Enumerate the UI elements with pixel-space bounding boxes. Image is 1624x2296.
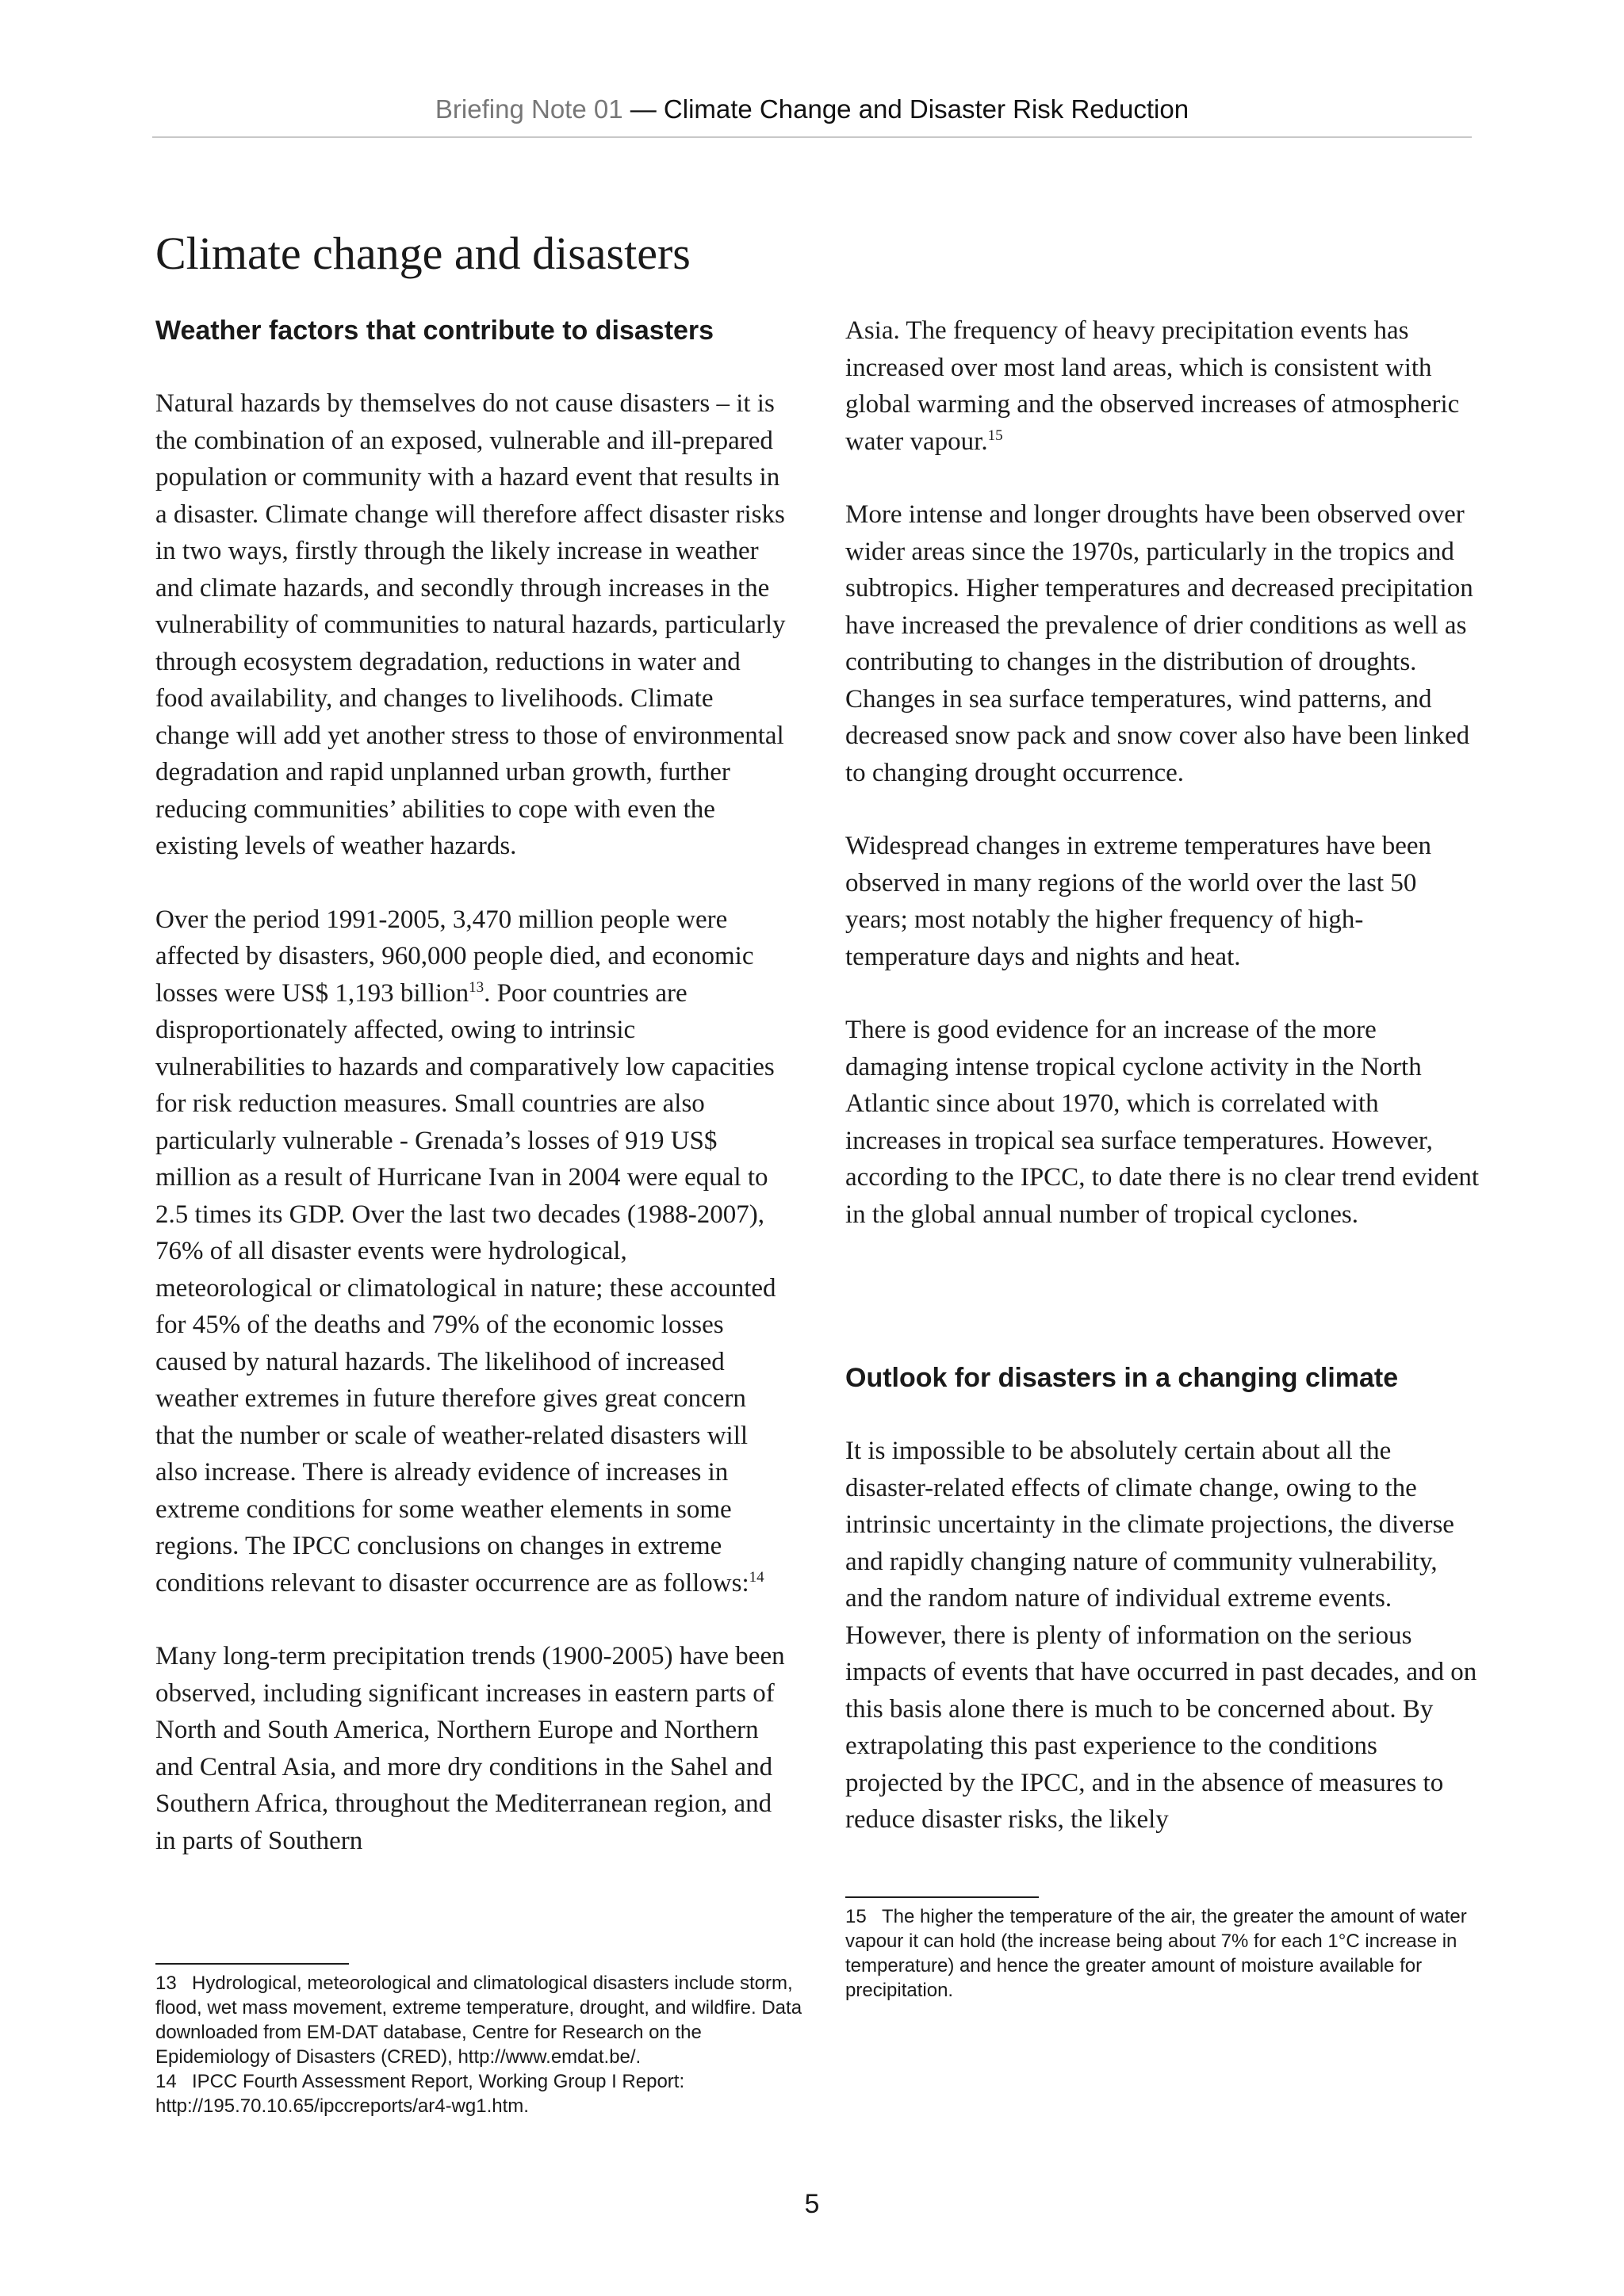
right-column	[845, 312, 1480, 1839]
paragraph-text: Over the period 1991-2005, 3,470 million people were affected by disasters, 960,000 people died, and economic losses were US$ 1,193 billion	[155, 905, 754, 1008]
footnotes-right	[845, 1896, 1472, 2003]
footnote-ref: 14	[749, 1568, 764, 1586]
header-series: Briefing Note 01	[435, 94, 623, 124]
paragraph: Widespread changes in extreme temperatures have been observed in many regions of the world over the last 50 years; most notably the higher frequency of high-temperature days and nights and heat.	[845, 832, 1431, 971]
page-number: 5	[804, 2189, 820, 2219]
footnote	[155, 2069, 814, 2118]
page-title: Climate change and disasters	[155, 228, 691, 279]
paragraph: Many long-term precipitation trends (1900-2005) have been observed, including significant increases in eastern parts of North and South America, Northern Europe and Northern and Central Asia, and more dry conditions in the Sahel and Southern Africa, throughout the Mediterranean region, and in parts of Southern	[155, 1642, 785, 1855]
footnote-ref: 13	[469, 978, 485, 996]
header-divider	[152, 136, 1472, 138]
footnote-number: 14	[155, 2071, 177, 2092]
footnotes-left	[155, 1963, 814, 2118]
footnote	[155, 1971, 814, 2069]
paragraph-text: . Poor countries are disproportionately affected, owing to intrinsic vulnerabilities to hazards and comparatively low capacities for risk reduction measures. Small countries are also particularly vulnerable - Grenada’s losses of 919 US$ million as a result of Hurricane Ivan in 2004 were equal to 2.5 times its GDP. Over the last two decades (1988-2007), 76% of all disaster events were hydrological, meteorological or climatological in nature; these accounted for 45% of the deaths and 79% of the economic losses caused by natural hazards. The likelihood of increased weather extremes in future therefore gives great concern that the number or scale of weather-related disasters will also increase. There is already evidence of increases in extreme conditions for some weather elements in some regions. The IPCC conclusions on changes in extreme conditions relevant to disaster occurrence are as follows:	[155, 978, 776, 1598]
paragraph-text: Asia. The frequency of heavy precipitation events has increased over most land areas, which is consistent with global warming and the observed increases of atmospheric water vapour.	[845, 316, 1460, 456]
paragraph	[845, 312, 1480, 460]
left-column	[155, 312, 790, 1859]
footnote	[845, 1904, 1472, 2003]
footnote-text: Hydrological, meteorological and climatological disasters include storm, flood, wet mass movement, extreme temperature, drought, and wildfire. Data downloaded from EM-DAT database, Centre for Research on the Epidemiology of Disasters (CRED), http://www.emdat.be/.	[155, 1973, 802, 2068]
header-dash: —	[630, 94, 657, 124]
paragraph: It is impossible to be absolutely certain about all the disaster-related effects of climate change, owing to the intrinsic uncertainty in the climate projections, the diverse and rapidly changing nature of community vulnerability, and the random nature of individual extreme events. However, there is plenty of information on the serious impacts of events that have occurred in past decades, and on this basis alone there is much to be concerned about. By extrapolating this past experience to the conditions projected by the IPCC, and in the absence of measures to reduce disaster risks, the likely	[845, 1437, 1477, 1834]
paragraph: There is good evidence for an increase of the more damaging intense tropical cyclone activity in the North Atlantic since about 1970, which is correlated with increases in tropical sea surface temperatures. However, according to the IPCC, to date there is no clear trend evident in the global annual number of tropical cyclones.	[845, 1016, 1480, 1229]
footnote-number: 13	[155, 1973, 177, 1994]
header-title: Climate Change and Disaster Risk Reduction	[663, 94, 1189, 124]
section-heading-weather-factors: Weather factors that contribute to disasters	[155, 316, 714, 346]
paragraph: Natural hazards by themselves do not cause disasters – it is the combination of an exposed, vulnerable and ill-prepared population or community with a hazard event that results in a disaster. Climate change will therefore affect disaster risks in two ways, firstly through the likely increase in weather and climate hazards, and secondly through increases in the vulnerability of communities to natural hazards, particularly through ecosystem degradation, reductions in water and food availability, and changes to livelihoods. Climate change will add yet another stress to those of environmental degradation and rapid unplanned urban growth, further reducing communities’ abilities to cope with even the existing levels of weather hazards.	[155, 389, 786, 860]
footnote-text: IPCC Fourth Assessment Report, Working Group I Report: http://195.70.10.65/ipccreports/ar4-wg1.htm.	[155, 2071, 685, 2117]
footnote-text: The higher the temperature of the air, the greater the amount of water vapour it can hold (the increase being about 7% for each 1°C increase in temperature) and hence the greater amount of moisture available for precipitation.	[845, 1906, 1467, 2001]
footnote-ref: 15	[987, 427, 1003, 444]
section-heading-outlook: Outlook for disasters in a changing climate	[845, 1363, 1399, 1393]
paragraph: More intense and longer droughts have been observed over wider areas since the 1970s, particularly in the tropics and subtropics. Higher temperatures and decreased precipitation have increased the prevalence of drier conditions as well as contributing to changes in the distribution of droughts. Changes in sea surface temperatures, wind patterns, and decreased snow pack and snow cover also have been linked to changing drought occurrence.	[845, 500, 1473, 787]
paragraph	[155, 901, 790, 1602]
footnote-number: 15	[845, 1906, 867, 1927]
running-header	[152, 92, 1472, 127]
